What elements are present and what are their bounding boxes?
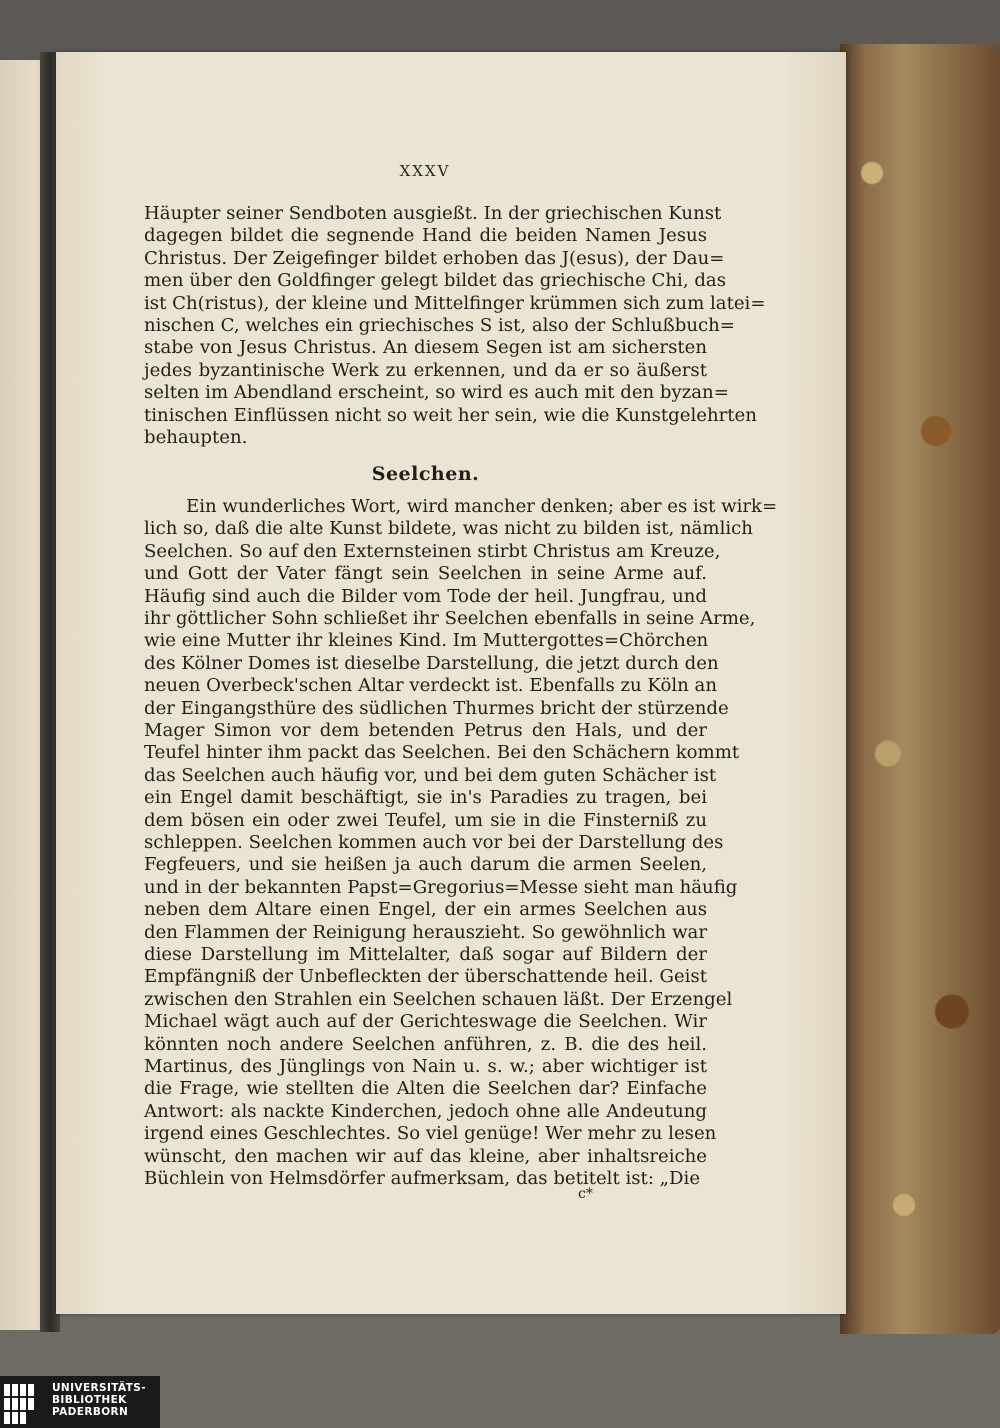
text-line: und in der bekannten Papst=Gregorius=Messe sieht man häufig: [144, 876, 738, 898]
text-line: ist Ch(ristus), der kleine und Mittelfinger krümmen sich zum latei=: [144, 292, 766, 314]
text-line: neben dem Altare einen Engel, der ein armes Seelchen aus: [144, 899, 707, 921]
body-text: [144, 203, 778, 1190]
text-line: Häufig sind auch die Bilder vom Tode der heil. Jungfrau, und: [144, 585, 707, 607]
paragraph-1: [144, 203, 766, 449]
text-line: die Frage, wie stellten die Alten die Seelchen dar? Einfache: [144, 1078, 707, 1100]
logo-text: [52, 1382, 146, 1418]
logo-line-3: PADERBORN: [52, 1406, 129, 1418]
text-line: nischen C, welches ein griechisches S ist, also der Schlußbuch=: [144, 315, 735, 337]
paragraph-2: [144, 495, 778, 1191]
text-line: ihr göttlicher Sohn schließet ihr Seelchen ebenfalls in seine Arme,: [144, 607, 756, 629]
text-line: Empfängniß der Unbefleckten der überschattende heil. Geist: [144, 966, 707, 988]
text-line: irgend eines Geschlechtes. So viel genüge! Wer mehr zu lesen: [144, 1123, 717, 1145]
text-line: behaupten.: [144, 427, 248, 449]
text-line: der Eingangsthüre des südlichen Thurmes bricht der stürzende: [144, 697, 729, 719]
text-line: lich so, daß die alte Kunst bildete, was nicht zu bilden ist, nämlich: [144, 518, 753, 540]
text-line: dem bösen ein oder zwei Teufel, um sie in die Finsterniß zu: [144, 809, 707, 831]
text-line: Büchlein von Helmsdörfer aufmerksam, das betitelt ist: „Die: [144, 1168, 701, 1190]
text-line: Antwort: als nackte Kinderchen, jedoch ohne alle Andeutung: [144, 1100, 707, 1122]
logo-icon: [4, 1384, 42, 1424]
text-line: Christus. Der Zeigefinger bildet erhoben das J(esus), der Dau=: [144, 247, 725, 269]
text-line: Teufel hinter ihm packt das Seelchen. Bei den Schächern kommt: [144, 742, 740, 764]
page-number: XXXV: [399, 162, 451, 180]
logo-line-1: UNIVERSITÄTS-: [52, 1382, 147, 1394]
text-line: Mager Simon vor dem betenden Petrus den Hals, und der: [144, 719, 707, 741]
text-line: wie eine Mutter ihr kleines Kind. Im Muttergottes=Chörchen: [144, 630, 709, 652]
text-line: Seelchen. So auf den Externsteinen stirbt Christus am Kreuze,: [144, 540, 721, 562]
text-line: jedes byzantinische Werk zu erkennen, und da er so äußerst: [144, 359, 707, 381]
text-line: Fegfeuers, und sie heißen ja auch darum die armen Seelen,: [144, 854, 707, 876]
text-line: Martinus, des Jünglings von Nain u. s. w.; aber wichtiger ist: [144, 1056, 707, 1078]
text-line: men über den Goldfinger gelegt bildet das griechische Chi, das: [144, 270, 726, 292]
book-cover-marbled: [840, 44, 1000, 1334]
text-line: könnten noch andere Seelchen anführen, z. B. die des heil.: [144, 1033, 707, 1055]
text-line: Ein wunderliches Wort, wird mancher denken; aber es ist wirk=: [186, 495, 778, 517]
signature-mark: c*: [578, 1186, 593, 1202]
text-line: wünscht, den machen wir auf das kleine, aber inhaltsreiche: [144, 1145, 707, 1167]
text-line: zwischen den Strahlen ein Seelchen schauen läßt. Der Erzengel: [144, 988, 733, 1010]
text-line: ein Engel damit beschäftigt, sie in's Paradies zu tragen, bei: [144, 787, 707, 809]
text-line: den Flammen der Reinigung herauszieht. So gewöhnlich war: [144, 921, 707, 943]
section-heading: Seelchen.: [371, 463, 480, 486]
library-logo: [0, 1376, 160, 1428]
text-line: und Gott der Vater fängt sein Seelchen in seine Arme auf.: [144, 563, 707, 585]
text-line: neuen Overbeck'schen Altar verdeckt ist. Ebenfalls zu Köln an: [144, 675, 717, 697]
text-line: das Seelchen auch häufig vor, und bei dem guten Schächer ist: [144, 764, 717, 786]
logo-line-2: BIBLIOTHEK: [52, 1394, 127, 1406]
text-line: schleppen. Seelchen kommen auch vor bei der Darstellung des: [144, 831, 724, 853]
text-line: stabe von Jesus Christus. An diesem Segen ist am sichersten: [144, 337, 707, 359]
text-line: diese Darstellung im Mittelalter, daß sogar auf Bildern der: [144, 944, 707, 965]
text-line: Michael wägt auch auf der Gerichteswage die Seelchen. Wir: [144, 1011, 707, 1033]
text-line: selten im Abendland erscheint, so wird es auch mit den byzan=: [144, 382, 729, 404]
text-line: des Kölner Domes ist dieselbe Darstellung, die jetzt durch den: [144, 652, 719, 674]
text-line: Häupter seiner Sendboten ausgießt. In der griechischen Kunst: [144, 203, 722, 224]
text-line: tinischen Einflüssen nicht so weit her sein, wie die Kunstgelehrten: [144, 404, 757, 426]
text-line: dagegen bildet die segnende Hand die beiden Namen Jesus: [144, 225, 707, 247]
